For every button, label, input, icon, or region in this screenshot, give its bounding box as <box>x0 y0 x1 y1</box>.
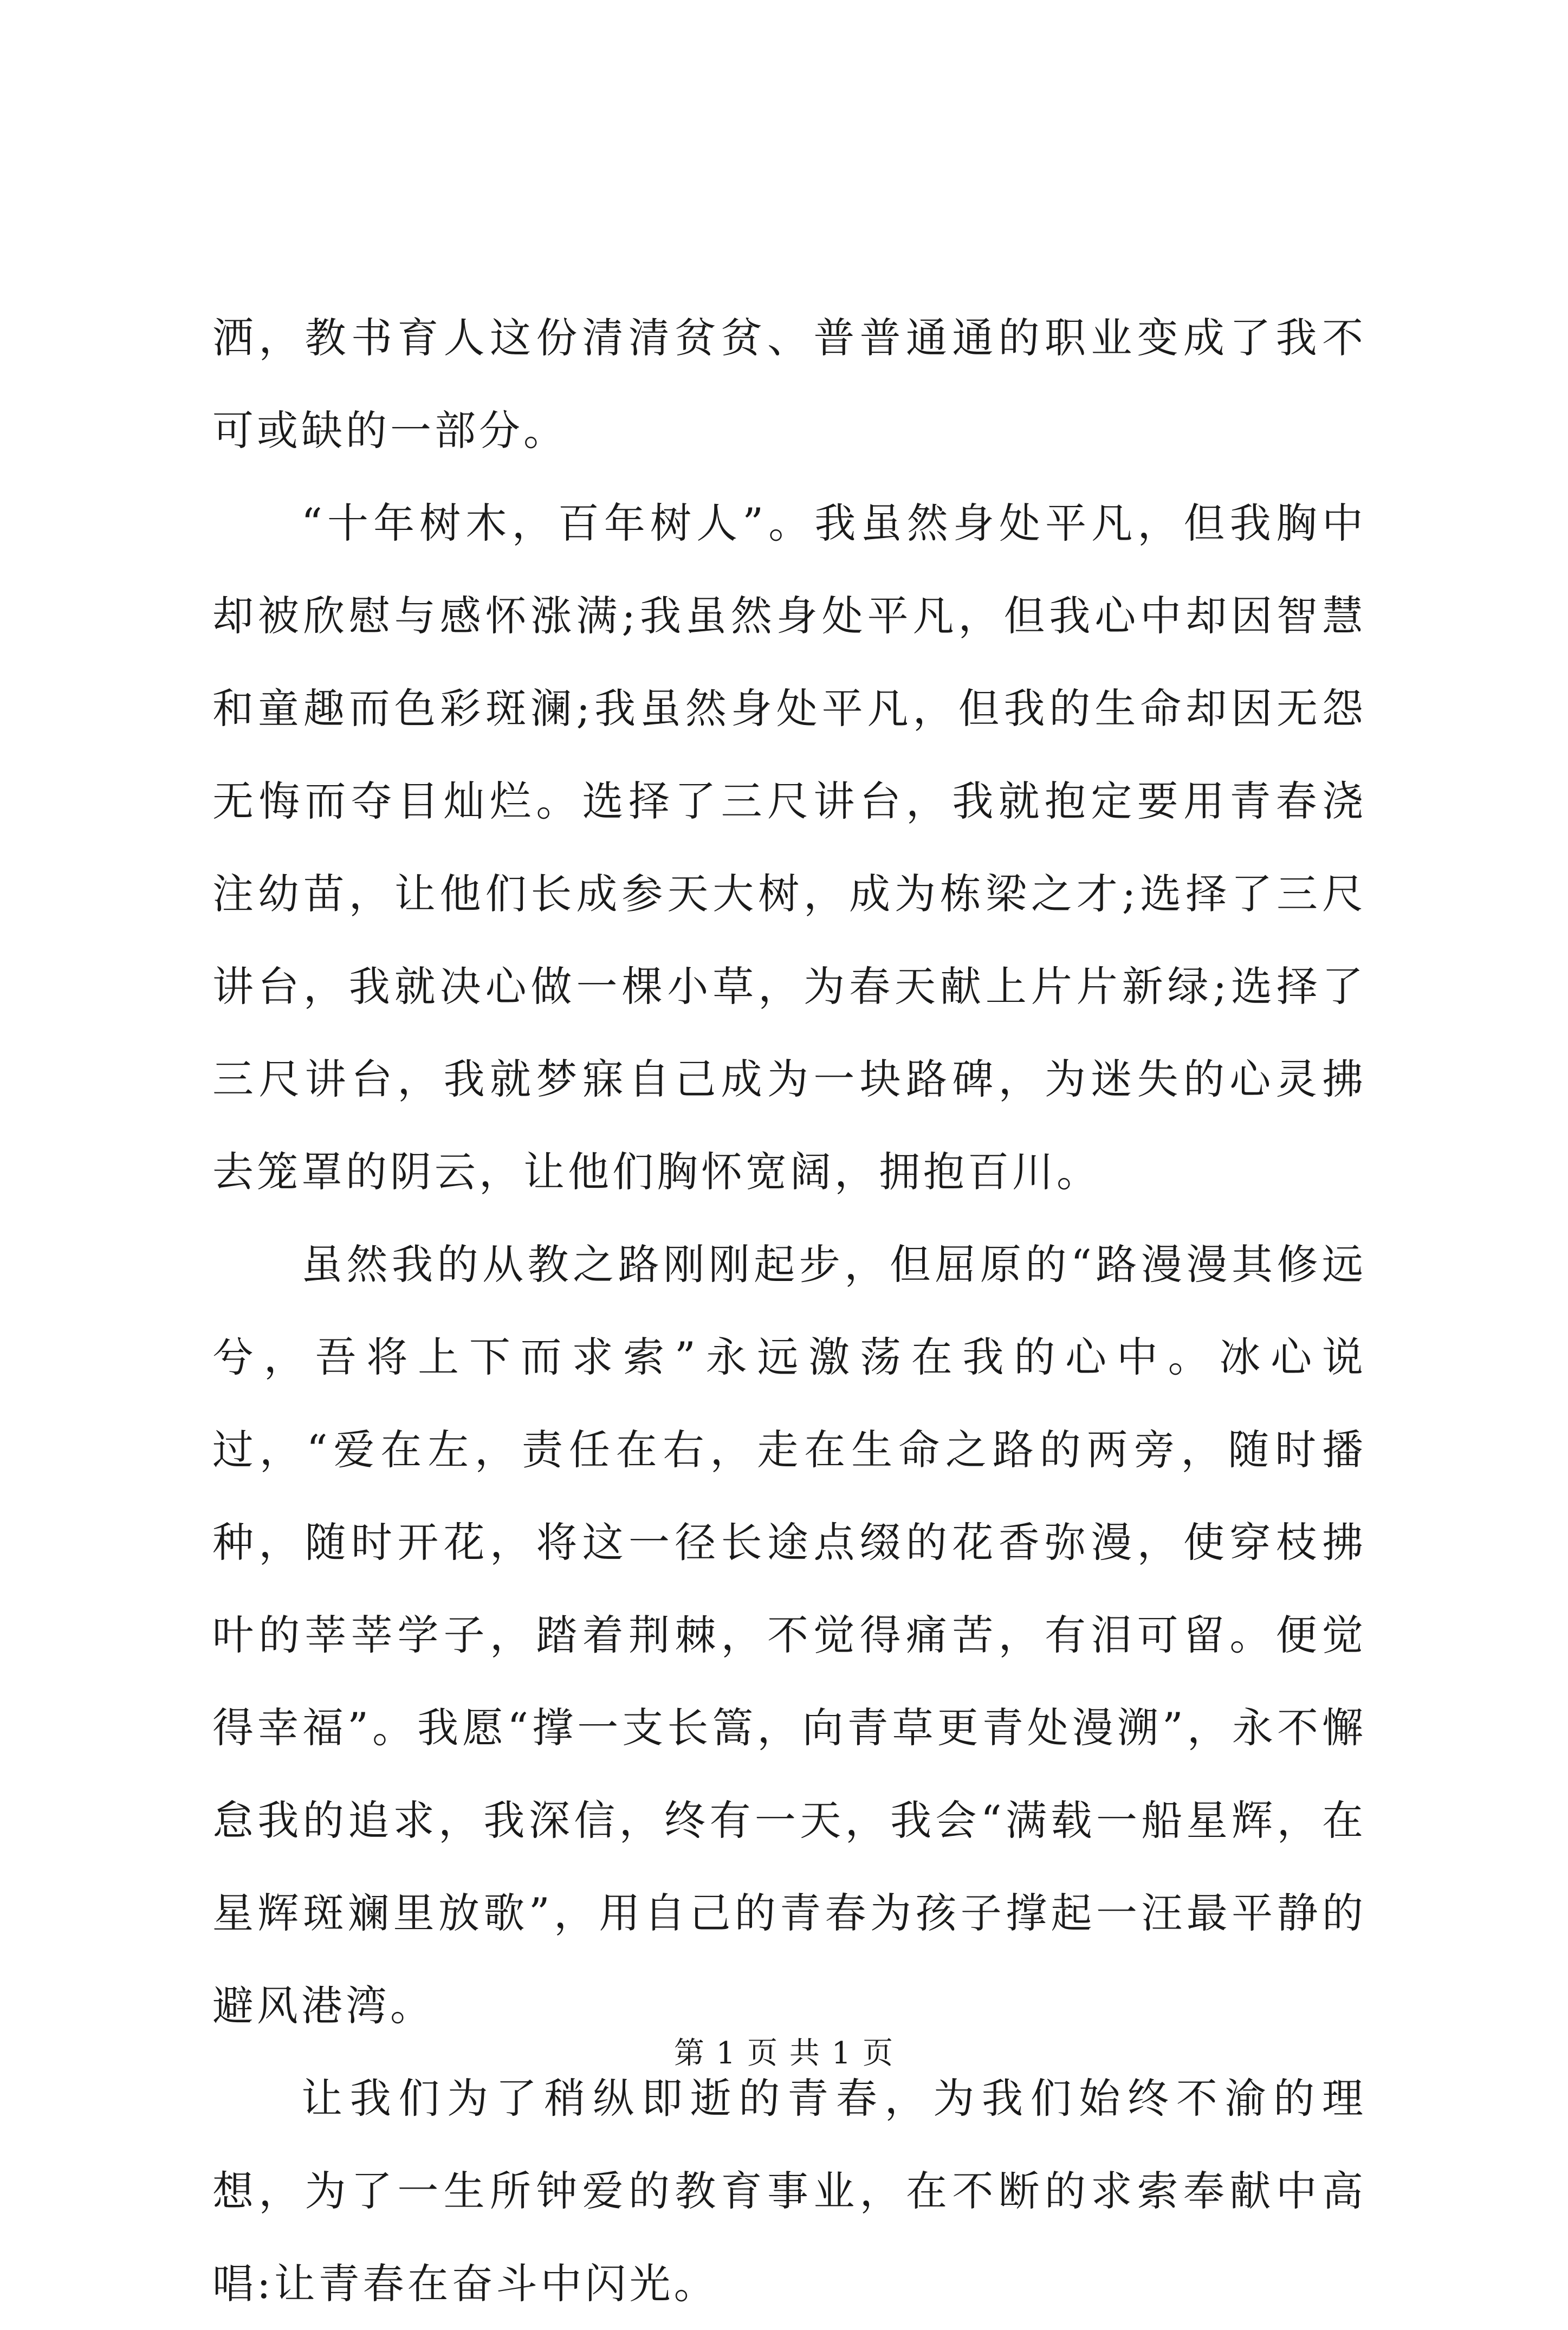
paragraph-closing: 让我们为了稍纵即逝的青春，为我们始终不渝的理想，为了一生所钟爱的教育事业，在不断的求索奉献中高唱:让青春在奋斗中闪光。 <box>212 2074 1366 2308</box>
paragraph-teaching-choice: “十年树木，百年树人”。我虽然身处平凡，但我胸中却被欣慰与感怀涨满;我虽然身处平凡，但我心中却因智慧和童趣而色彩斑澜;我虽然身处平凡，但我的生命却因无怨无悔而夺目灿烂。选择了三尺讲台，我就抱定要用青春浇注幼苗，让他们长成参天大树，成为栋梁之才;选择了三尺讲台，我就决心做一棵小草，为春天献上片片新绿;选择了三尺讲台，我就梦寐自己成为一块路碑，为迷失的心灵拂去笼罩的阴云，让他们胸怀宽阔，拥抱百川。 <box>212 499 1366 1196</box>
paragraph-teaching-path: 虽然我的从教之路刚刚起步，但屈原的“路漫漫其修远兮，吾将上下而求索”永远激荡在我的心中。冰心说过，“爱在左，责任在右，走在生命之路的两旁，随时播种，随时开花，将这一径长途点缀的花香弥漫，使穿枝拂叶的莘莘学子，踏着荆棘，不觉得痛苦，有泪可留。便觉得幸福”。我愿“撑一支长篙，向青草更青处漫溯”，永不懈怠我的追求，我深信，终有一天，我会“满载一船星辉，在星辉斑斓里放歌”，用自己的青春为孩子撑起一汪最平静的避风港湾。 <box>212 1240 1366 2030</box>
page-number-footer: 第 1 页 共 1 页 <box>673 2036 895 2071</box>
paragraph-continuation: 洒，教书育人这份清清贫贫、普普通通的职业变成了我不可或缺的一部分。 <box>212 314 1366 455</box>
document-body <box>212 292 1366 2330</box>
